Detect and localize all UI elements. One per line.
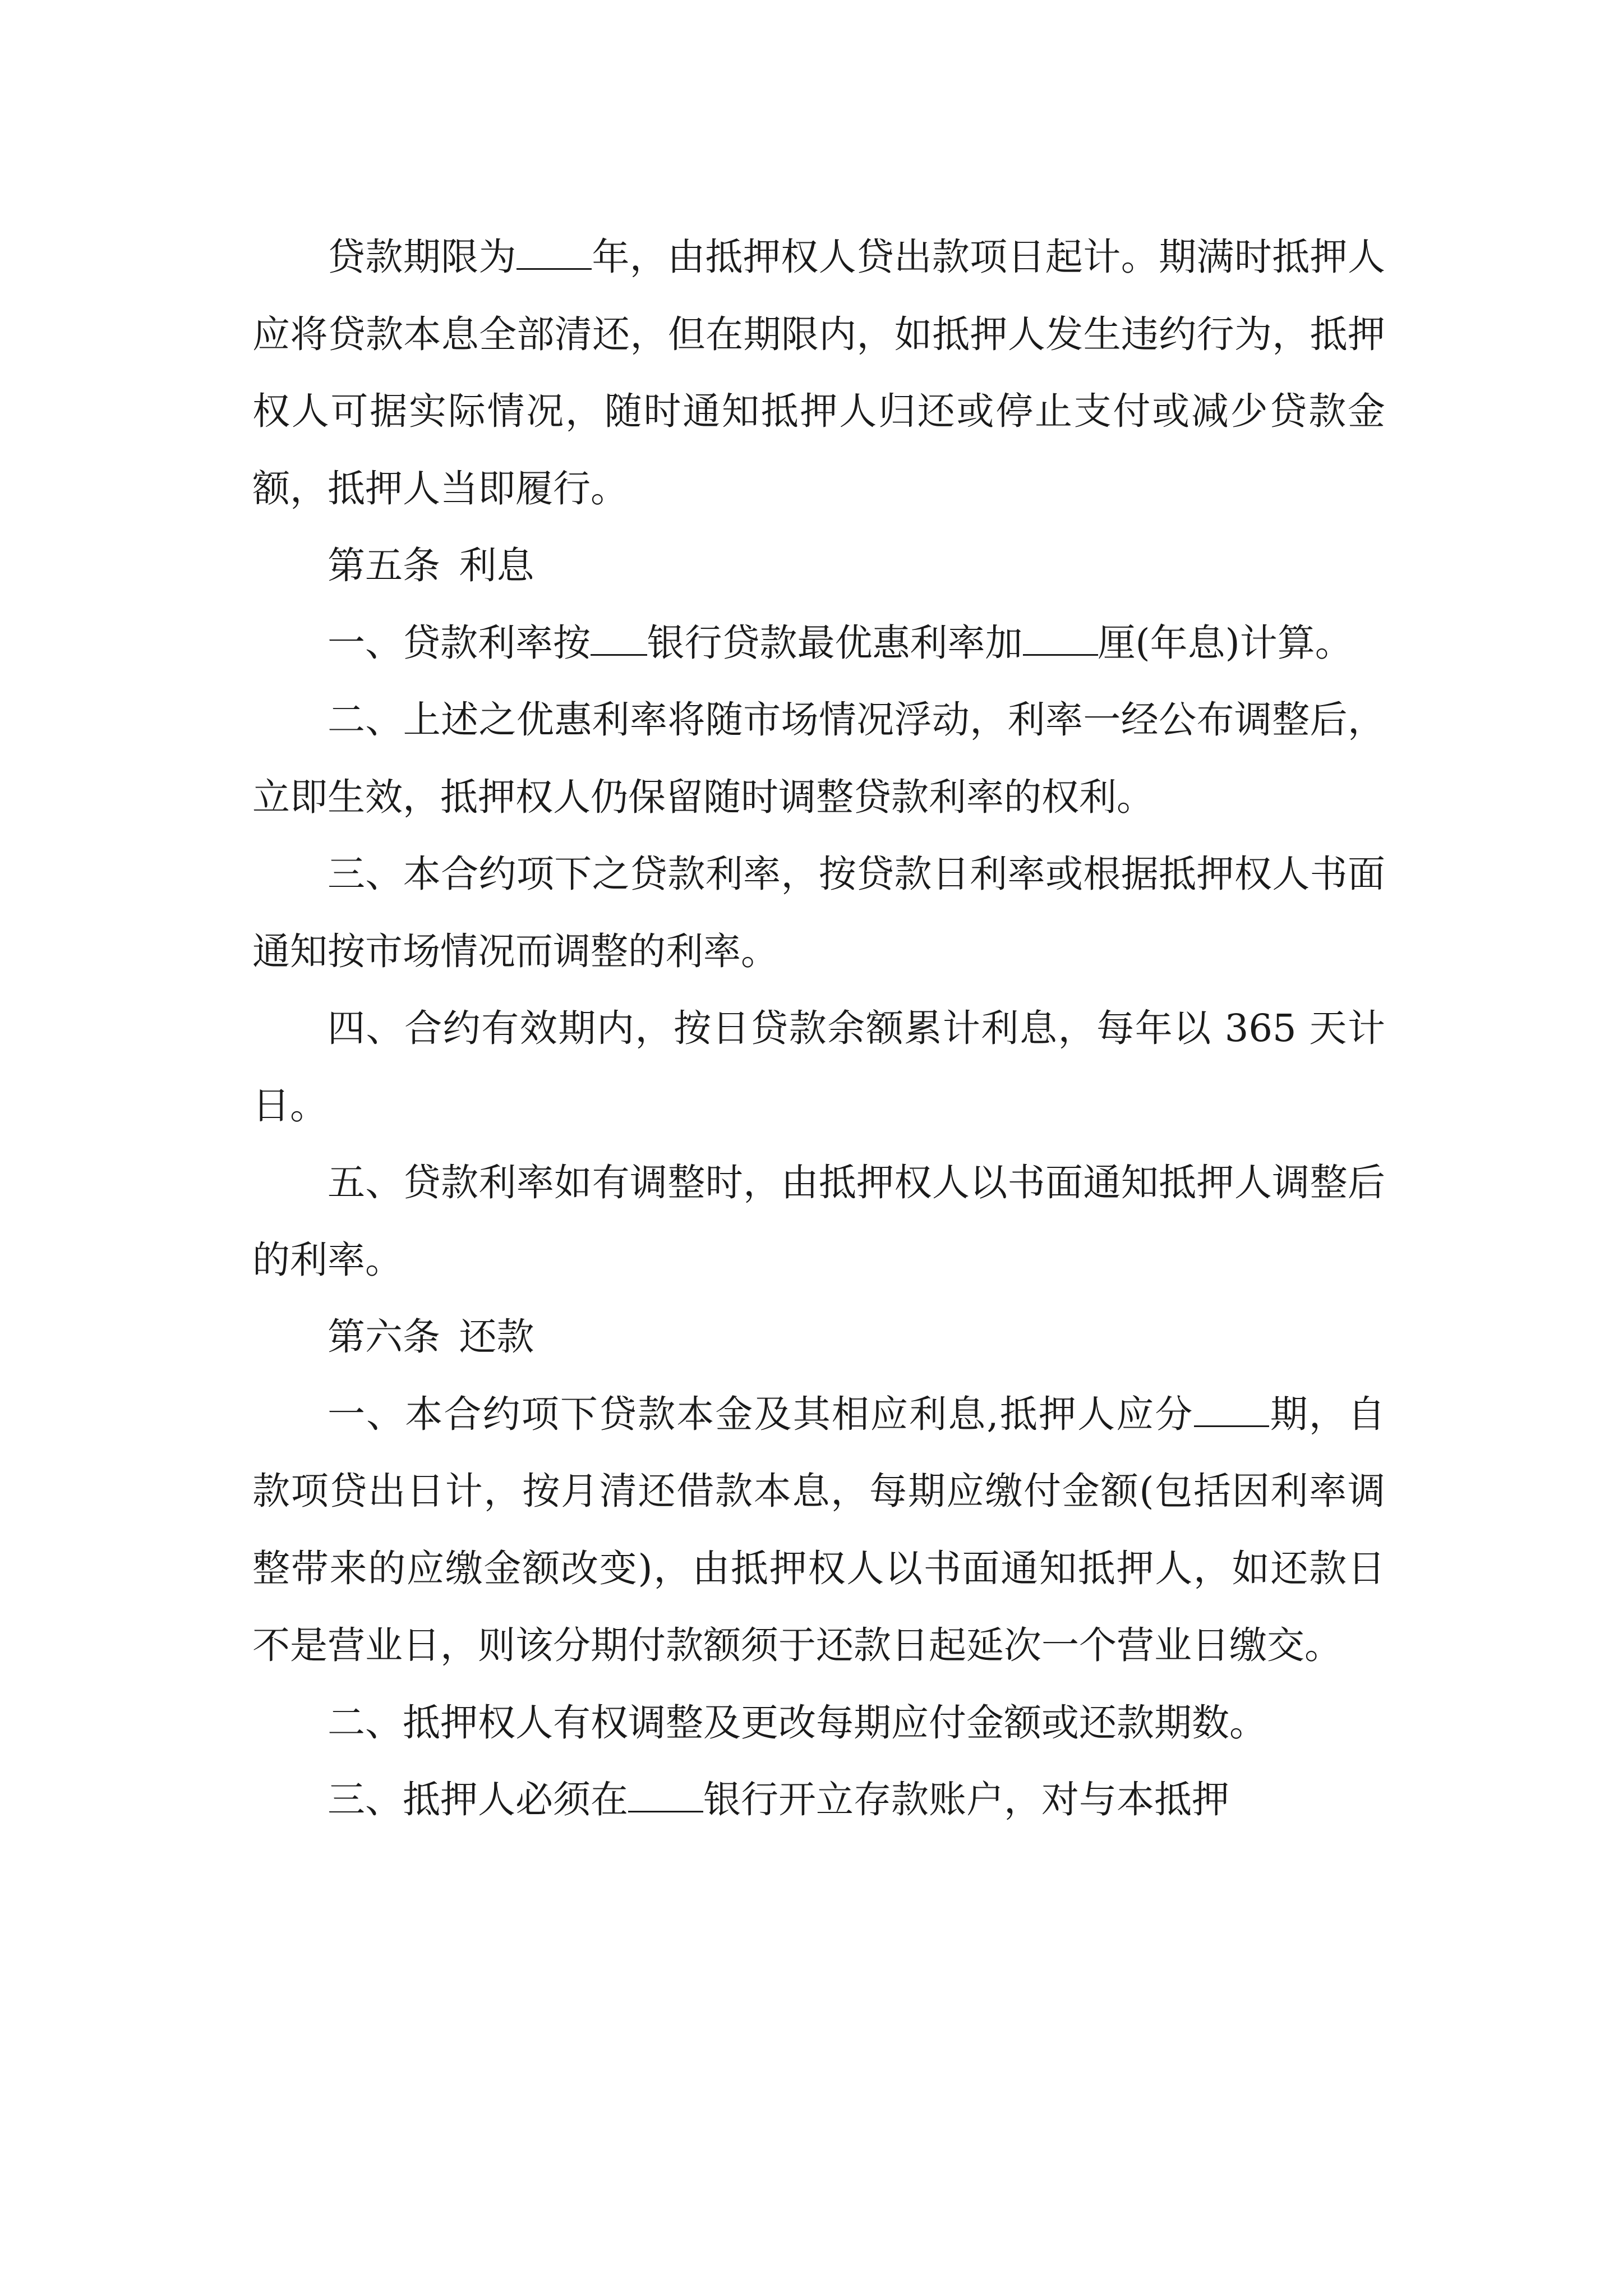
article-6-heading [252,1299,1385,1376]
loan-term-text-start: 贷款期限为 [328,235,517,279]
a6i1-text-a: 一、本合约项下贷款本金及其相应利息,抵押人应分 [328,1392,1194,1436]
article-5-number: 第五条 [328,544,440,587]
document-body [252,219,1385,1839]
article-6-title: 还款 [459,1315,534,1359]
article-5-item-3: 三、本合约项下之贷款利率，按贷款日利率或根据抵押权人书面通知按市场情况而调整的利率。 [252,852,1385,973]
article-6-number: 第六条 [328,1315,440,1359]
article-5-item-5: 五、贷款利率如有调整时，由抵押权人以书面通知抵押人调整后的利率。 [252,1161,1385,1282]
article-6-item-3 [252,1761,1385,1839]
a6i1-text-b: 期，自款项贷出日计，按月清还借款本息，每期应缴付金额(包括因利率调整带来的应缴金额改变)，由抵押权人以书面通知抵押人，如还款日不是营业日，则该分期付款额须于还款日起延次一个营业日缴交。 [252,1392,1386,1667]
a6i3-text-a: 三、抵押人必须在 [328,1778,628,1821]
blank-bank-name[interactable] [591,618,647,656]
loan-term-text-rest: 年，由抵押权人贷出款项日起计。期满时抵押人应将贷款本息全部清还，但在期限内，如抵押人发生违约行为，抵押权人可据实际情况，随时通知抵押人归还或停止支付或减少贷款金额，抵押人当即履行。 [252,235,1386,510]
article-5-item-4: 四、合约有效期内，按日贷款余额累计利息，每年以 365 天计日。 [252,1006,1385,1128]
a6i3-text-b: 银行开立存款账户，对与本抵押 [703,1778,1229,1821]
a5i1-text-c: 厘(年息)计算。 [1098,620,1353,665]
article-5-title: 利息 [459,544,534,587]
article-6-item-1 [252,1376,1385,1685]
blank-deposit-bank[interactable] [628,1775,703,1812]
a5i1-text-b: 银行贷款最优惠利率加 [647,620,1023,665]
article-5-item-2: 二、上述之优惠利率将随市场情况浮动，利率一经公布调整后，立即生效，抵押权人仍保留随时调整贷款利率的权利。 [252,698,1385,819]
blank-rate-margin[interactable] [1023,618,1098,656]
paragraph-loan-term [252,219,1385,527]
blank-installments[interactable] [1194,1389,1269,1427]
article-5-heading [252,527,1385,605]
a5i1-text-a: 一、贷款利率按 [328,620,591,665]
article-5-item-1 [252,605,1385,682]
article-6-item-2: 二、抵押权人有权调整及更改每期应付金额或还款期数。 [328,1700,1267,1745]
blank-loan-years[interactable] [517,232,592,270]
